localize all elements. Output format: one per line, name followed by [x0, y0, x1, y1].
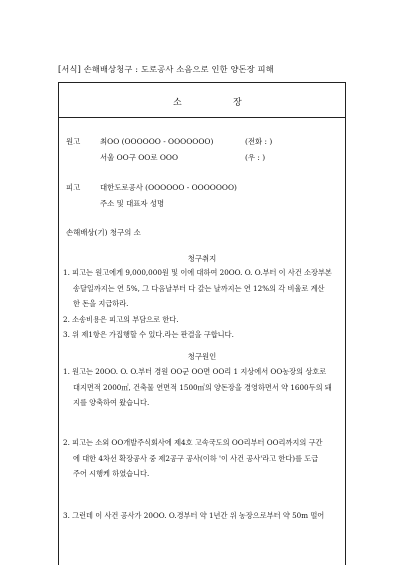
claim-item-1-line-3: 한 돈을 지급하라.: [73, 299, 129, 308]
plaintiff-label: 원고: [66, 137, 81, 146]
cause-item-3-line-1: 3. 그런데 이 사건 공사가 20OO. O.경부터 약 1년간 위 농장으로부터 약 50m 떨어: [63, 511, 325, 520]
cause-item-1-line-1: 1. 원고는 20OO. O. O.부터 경원 OO군 OO면 OO리 1 지상에서 OO농장의 상호로: [63, 367, 327, 376]
plaintiff-name: 최OO (OOOOOO - OOOOOOO): [100, 137, 214, 146]
cause-item-2: [63, 435, 347, 482]
cause-item-1: [63, 364, 347, 411]
plaintiff-postal: (우 : ): [245, 153, 266, 162]
cause-heading: 청구원인: [187, 352, 217, 361]
cause-item-2-line-1: 2. 피고는 소외 OO개발주식회사에 제4호 고속국도의 OO리부터 OO리까지의 구간: [63, 438, 323, 447]
claim-item-2: 2. 소송비용은 피고의 부담으로 한다.: [63, 314, 179, 324]
document-header: [서식] 손해배상청구 : 도로공사 소음으로 인한 양돈장 피해: [58, 64, 274, 74]
claim-item-3: 3. 위 제1항은 가집행할 수 있다.라는 판결을 구합니다.: [63, 330, 234, 339]
page-title: [59, 95, 345, 109]
title-char-2: 장: [233, 98, 242, 108]
plaintiff-address: 서울 OO구 OO로 OOO: [100, 153, 179, 162]
defendant-label: 피고: [66, 183, 81, 192]
cause-item-3: [63, 508, 347, 524]
claim-item-1-line-1: 1. 피고는 원고에게 9,000,000원 및 이에 대하여 20OO. O. O.부터 이 사건 소장부본: [63, 268, 332, 277]
case-title: 손해배상(기) 청구의 소: [66, 228, 141, 237]
complaint-form: [58, 82, 346, 565]
cause-item-1-line-2: 대지면적 2000㎡, 건축물 연면적 1500㎡의 양돈장을 경영하면서 약 1600두의 돼: [73, 382, 332, 392]
title-char-1: 소: [173, 98, 182, 108]
defendant-address: 주소 및 대표자 성명: [100, 199, 165, 208]
title-divider: [59, 117, 345, 118]
claim-heading: 청구취지: [187, 254, 217, 263]
cause-item-2-line-2: 에 대한 4차선 확장공사 중 제2공구 공사(이하 '이 사건 공사'라고 한다)를 도급: [73, 453, 319, 463]
cause-item-2-line-3: 주어 시행케 하였습니다.: [73, 469, 150, 478]
plaintiff-phone: (전화 : ): [245, 137, 273, 146]
cause-item-1-line-3: 지를 양축하여 왔습니다.: [73, 398, 150, 407]
defendant-name: 대한도로공사 (OOOOOO - OOOOOOO): [100, 183, 237, 192]
claim-item-1-line-2: 송달일까지는 연 5%, 그 다음날부터 다 갚는 날까지는 연 12%의 각 비율로 계산: [73, 283, 325, 293]
claim-items: [63, 265, 347, 343]
